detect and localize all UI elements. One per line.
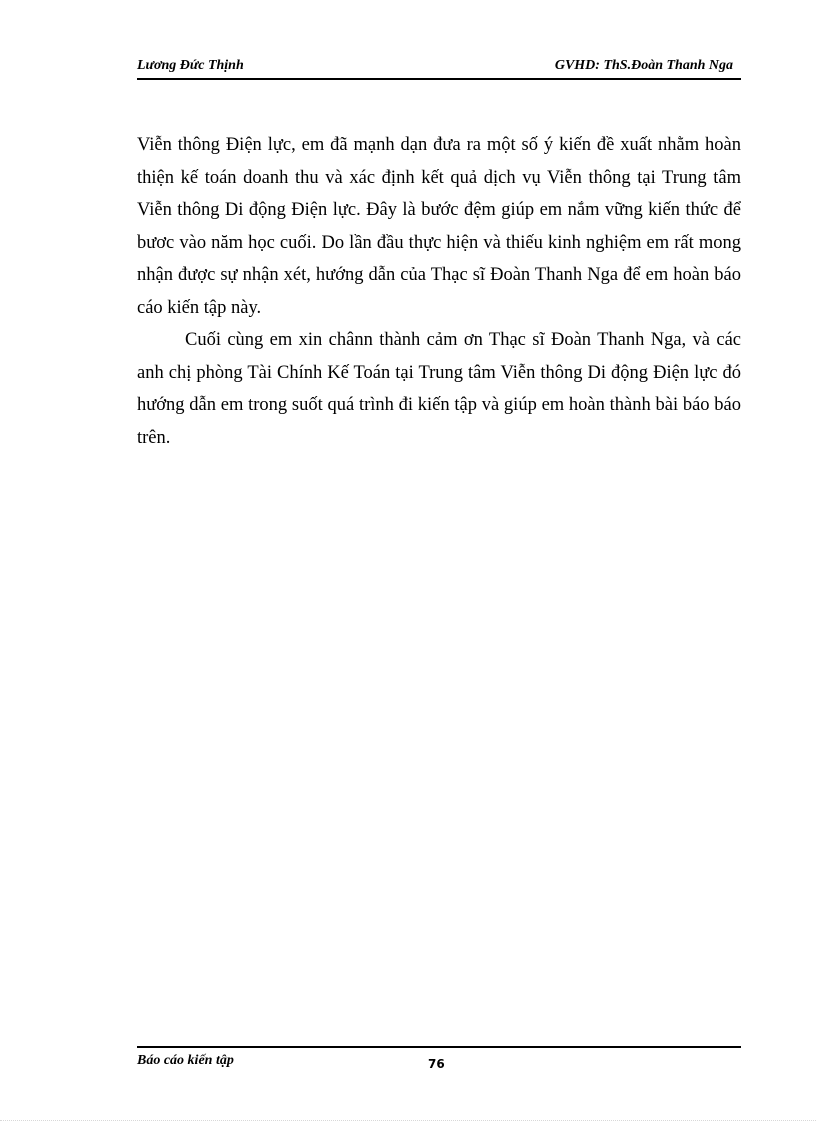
header-advisor: GVHD: ThS.Đoàn Thanh Nga — [554, 58, 733, 73]
document-body — [137, 129, 741, 454]
bottom-divider — [0, 1120, 816, 1121]
body-paragraph-2: Cuối cùng em xin chânn thành cảm ơn Thạc sĩ Đoàn Thanh Nga, và các anh chị phòng Tài Chính Kế Toán tại Trung tâm Viễn thông Di động Điện lực đó hướng dẫn em trong suốt quá trình đi kiến tập và giúp em hoàn thành bài báo báo trên. — [137, 330, 741, 448]
footer-title: Báo cáo kiến tập — [137, 1053, 234, 1068]
page-footer — [137, 1046, 741, 1078]
header-author: Lương Đức Thịnh — [137, 58, 244, 73]
body-paragraph-1: Viễn thông Điện lực, em đã mạnh dạn đưa ra một số ý kiến đề xuất nhằm hoàn thiện kế toán doanh thu và xác định kết quả dịch vụ Viễn thông tại Trung tâm Viễn thông Di động Điện lực. Đây là bước đệm giúp em nắm vững kiến thức để bươc vào năm học cuối. Do lần đầu thực hiện và thiếu kinh nghiệm em rất mong nhận được sự nhận xét, hướng dẫn của Thạc sĩ Đoàn Thanh Nga để em hoàn báo cáo kiến tập này. — [137, 135, 741, 318]
page-number: 76 — [428, 1057, 445, 1071]
page-header — [137, 56, 741, 80]
